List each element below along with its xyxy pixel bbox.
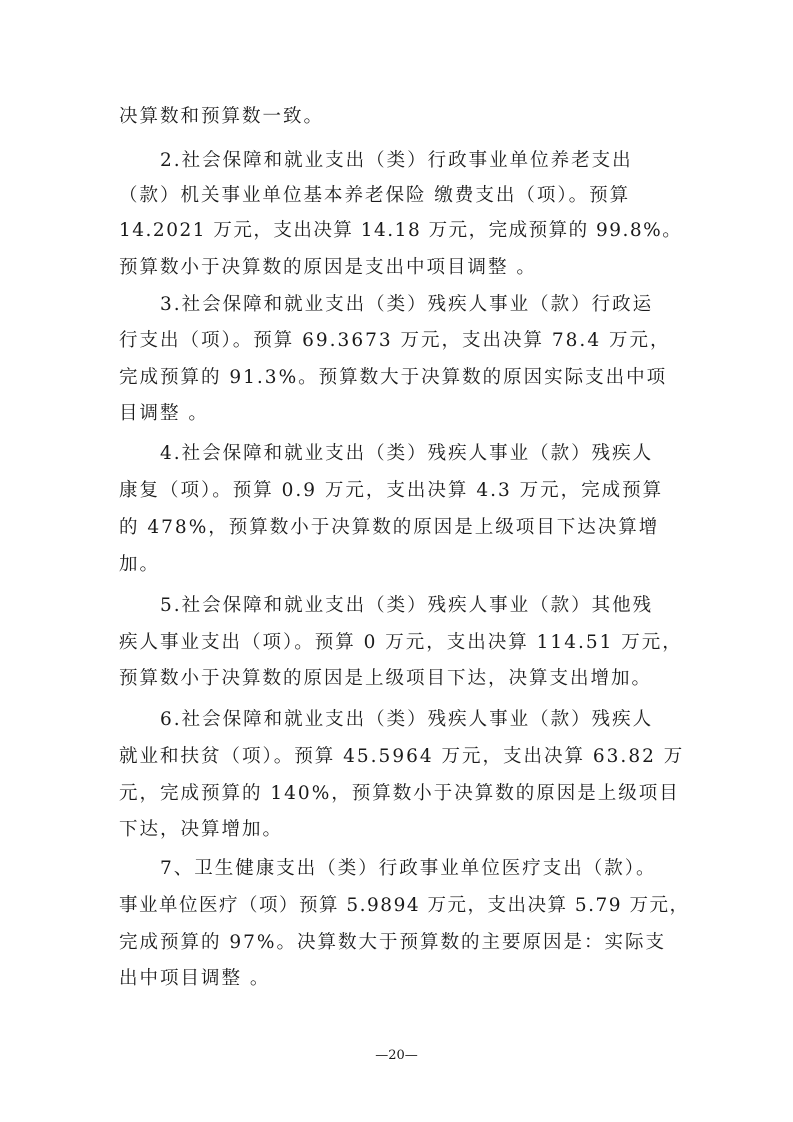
body-text-line: 的 478%，预算数小于决算数的原因是上级项目下达决算增 [119,517,660,538]
body-text-line: 预算数小于决算数的原因是上级项目下达，决算支出增加。 [119,668,653,689]
paragraph-7-first-line: 7、卫生健康支出（类）行政事业单位医疗支出（款）。 [160,858,657,879]
body-text-line: 14.2021 万元，支出决算 14.18 万元，完成预算的 99.8%。 [119,220,683,241]
paragraph-2-first-line: 2.社会保障和就业支出（类）行政事业单位养老支出 [160,150,633,171]
body-text-line: 就业和扶贫（项）。预算 45.5964 万元，支出决算 63.82 万 [119,746,685,767]
body-text-line: 完成预算的 97%。决算数大于预算数的主要原因是：实际支 [119,932,667,953]
paragraph-6-first-line: 6.社会保障和就业支出（类）残疾人事业（款）残疾人 [160,709,654,730]
body-text-line: 决算数和预算数一致。 [119,106,325,127]
body-text-line: 加。 [119,554,161,575]
body-text-line: 完成预算的 91.3%。预算数大于决算数的原因实际支出中项 [119,367,668,388]
body-text-line: 元，完成预算的 140%，预算数小于决算数的原因是上级项目 [119,783,680,804]
body-text-line: 预算数小于决算数的原因是支出中项目调整 。 [119,257,537,278]
body-text-line: 下达，决算增加。 [119,819,284,840]
page-number: —20— [375,1048,418,1063]
body-text-line: （款）机关事业单位基本养老保险 缴费支出（项）。预算 [119,185,631,206]
body-text-line: 行支出（项）。预算 69.3673 万元，支出决算 78.4 万元， [119,330,671,351]
body-text-line: 康复（项）。预算 0.9 万元，支出决算 4.3 万元，完成预算 [119,480,664,501]
paragraph-3-first-line: 3.社会保障和就业支出（类）残疾人事业（款）行政运 [160,294,654,315]
body-text-line: 事业单位医疗（项）预算 5.9894 万元，支出决算 5.79 万元， [119,895,690,916]
body-text-line: 出中项目调整 。 [119,968,271,989]
paragraph-4-first-line: 4.社会保障和就业支出（类）残疾人事业（款）残疾人 [160,443,654,464]
body-text-line: 目调整 。 [119,403,209,424]
body-text-line: 疾人事业支出（项）。预算 0 万元，支出决算 114.51 万元， [119,632,683,653]
paragraph-5-first-line: 5.社会保障和就业支出（类）残疾人事业（款）其他残 [160,595,654,616]
